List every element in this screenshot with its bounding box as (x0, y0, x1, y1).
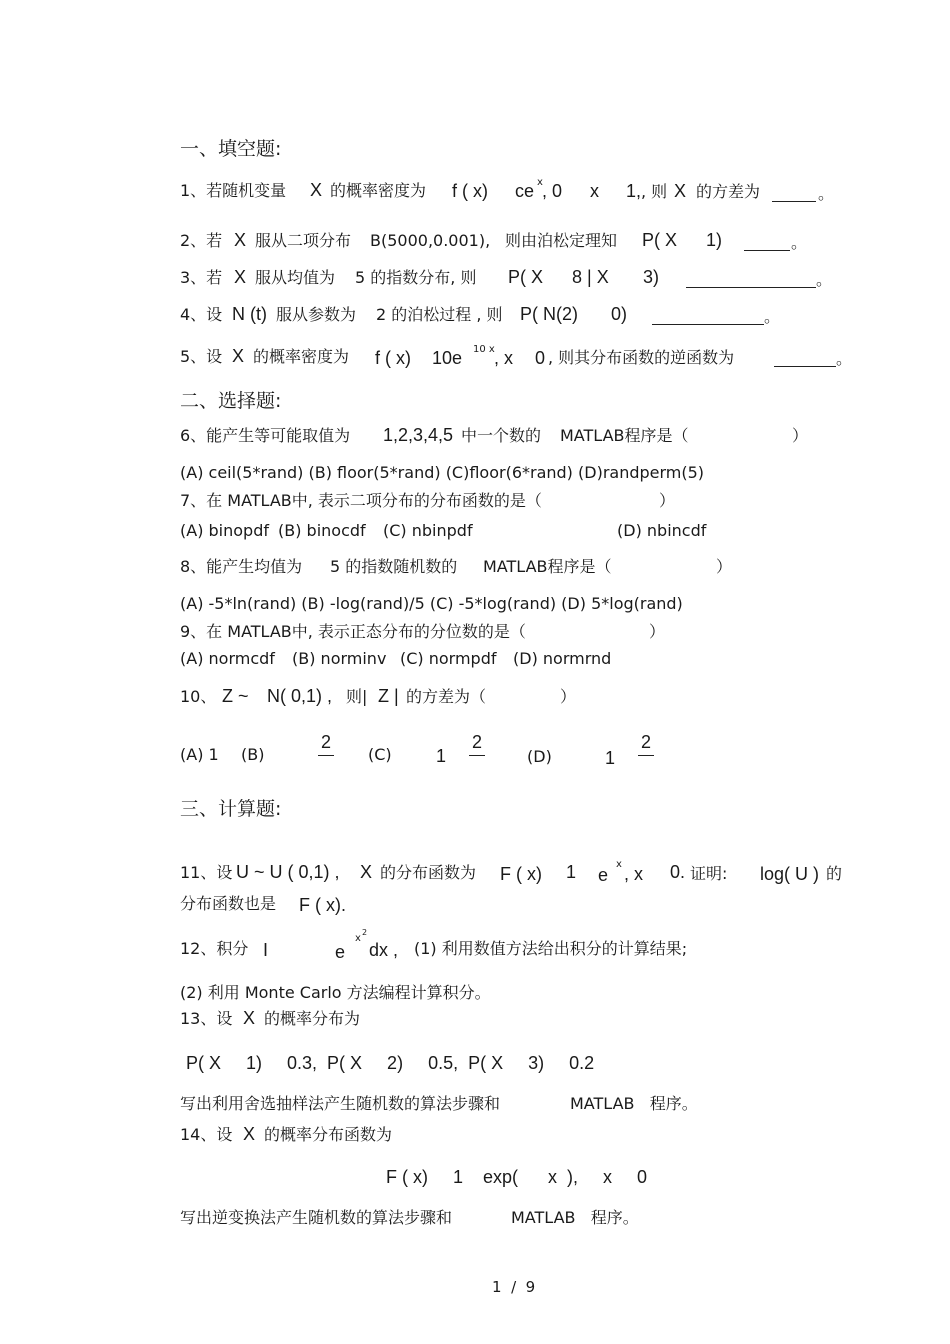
q6-math: 1,2,3,4,5 (383, 425, 454, 445)
q1-text: 的方差为 (696, 182, 761, 201)
q2-text: 服从二项分布 (255, 231, 352, 250)
q2-var: X (234, 230, 247, 250)
q9-option-c: (C) normpdf (400, 649, 497, 668)
fraction-bar (318, 755, 334, 756)
q2-end: 。 (791, 233, 808, 252)
q1-math: ce (515, 181, 535, 201)
q9-text: ） (649, 622, 666, 641)
q13-text: 的概率分布为 (264, 1009, 361, 1028)
q10-math: Z | (378, 686, 399, 706)
q10-text: ） (560, 687, 577, 706)
q9-option-d: (D) normrnd (513, 649, 612, 668)
q8-text: MATLAB程序是（ (483, 557, 612, 576)
q1-end: 。 (818, 184, 835, 203)
q12-math: I (263, 940, 269, 960)
q4-text: 2 的泊松过程 , 则 (376, 305, 503, 324)
q1-math: x (590, 181, 599, 201)
q8-text: 5 的指数随机数的 (330, 557, 458, 576)
section-heading-choice: 二、选择题: (180, 390, 282, 412)
q2-math: P( X (642, 230, 678, 250)
q12-text: (1) 利用数值方法给出积分的计算结果; (414, 939, 688, 958)
q8-text: 8、能产生均值为 (180, 557, 303, 576)
answer-blank (686, 287, 816, 288)
q12-text: (2) 利用 Monte Carlo 方法编程计算积分。 (180, 983, 491, 1002)
fraction-bar (638, 755, 654, 756)
q11-var: X (360, 862, 373, 882)
q10-option-c: (C) (368, 745, 392, 764)
q10-frac-num: 2 (472, 732, 483, 752)
q11-text: 的 (826, 864, 843, 883)
q11-sup: x (616, 859, 622, 870)
q5-math: 0 (535, 348, 546, 368)
q4-text: 4、设 (180, 305, 223, 324)
q14-text: 的概率分布函数为 (264, 1125, 393, 1144)
q10-math: N( 0,1) , (267, 686, 333, 706)
q10-option-a: (A) 1 (180, 745, 219, 764)
q3-math: 8 | X (572, 267, 609, 287)
q3-text: 3、若 (180, 268, 223, 287)
q5-text: 的概率密度为 (253, 347, 350, 366)
q14-text: 14、设 (180, 1125, 233, 1144)
q7-option-d: (D) nbincdf (617, 521, 707, 540)
q11-math: e (598, 865, 609, 885)
q13-text: MATLAB 程序。 (570, 1094, 698, 1113)
q14-text: 写出逆变换法产生随机数的算法步骤和 (180, 1208, 453, 1227)
q2-math: 1) (706, 230, 723, 250)
q5-var: X (232, 346, 245, 366)
q11-text: 11、设 (180, 863, 233, 882)
q11-math: U ~ U ( 0,1) , (236, 862, 340, 882)
q11-text: 证明: (690, 864, 728, 883)
q10-math: 1 (436, 746, 447, 766)
q5-math: f ( x) (375, 348, 411, 368)
section-heading-fill: 一、填空题: (180, 138, 282, 160)
q1-sup: x (537, 177, 543, 188)
q1-text: 的概率密度为 (330, 181, 427, 200)
q10-text: 10、 (180, 687, 217, 706)
q14-formula: F ( x) 1 exp( x ), x 0 (386, 1167, 648, 1187)
q7-option-c: (C) nbinpdf (383, 521, 473, 540)
q13-var: X (243, 1008, 256, 1028)
q13-distribution: P( X 1) 0.3, P( X 2) 0.5, P( X 3) 0.2 (186, 1053, 595, 1073)
q12-sup: x (355, 933, 361, 944)
answer-blank (774, 366, 836, 367)
q11-text: 的分布函数为 (380, 863, 477, 882)
q9-option-b: (B) norminv (292, 649, 387, 668)
page-number: 1 / 9 (492, 1278, 536, 1296)
q6-text: MATLAB程序是（ (560, 426, 689, 445)
q13-text: 13、设 (180, 1009, 233, 1028)
q3-text: 5 的指数分布, 则 (355, 268, 477, 287)
q8-text: ） (716, 557, 733, 576)
q3-end: 。 (816, 270, 833, 289)
q10-option-b: (B) (241, 745, 265, 764)
q5-math: 10e (432, 348, 463, 368)
q11-math: F ( x). (299, 895, 346, 915)
q6-text: ） (792, 426, 809, 445)
q1-math: , 0 (542, 181, 563, 201)
q2-text: 2、若 (180, 231, 223, 250)
q4-end: 。 (764, 307, 781, 326)
q14-text: MATLAB 程序。 (511, 1208, 639, 1227)
q11-math: , x (624, 864, 644, 884)
q6-text: 中一个数的 (461, 426, 542, 445)
q1-text: 1、若随机变量 (180, 181, 287, 200)
q13-text: 写出利用舍选抽样法产生随机数的算法步骤和 (180, 1094, 501, 1113)
q10-frac-num: 2 (321, 732, 332, 752)
q1-math: 1, (626, 181, 642, 201)
q4-math: P( N(2) (520, 304, 578, 324)
q12-math: dx , (369, 940, 399, 960)
answer-blank (652, 324, 764, 325)
q10-frac-num: 2 (641, 732, 652, 752)
q6-text: 6、能产生等可能取值为 (180, 426, 351, 445)
q11-math: 1 (566, 862, 577, 882)
q11-math: F ( x) (500, 864, 542, 884)
q7-text: 7、在 MATLAB中, 表示二项分布的分布函数的是（ (180, 491, 542, 510)
q11-math: log( U ) (760, 864, 820, 884)
q11-math: 0. (670, 862, 686, 882)
q3-var: X (234, 267, 247, 287)
q12-sup: 2 (362, 928, 368, 937)
q3-math: P( X (508, 267, 544, 287)
q10-math: 1 (605, 748, 616, 768)
q2-text: B(5000,0.001), (370, 231, 491, 250)
q10-text: 的方差为（ (406, 687, 487, 706)
answer-blank (772, 201, 816, 202)
section-heading-calc: 三、计算题: (180, 798, 282, 820)
q7-option-b: (B) binocdf (278, 521, 366, 540)
q8-options: (A) -5*ln(rand) (B) -log(rand)/5 (C) -5*log(rand) (D) 5*log(rand) (180, 594, 683, 613)
q1-var: X (674, 181, 687, 201)
fraction-bar (469, 755, 485, 756)
q2-text: 则由泊松定理知 (505, 231, 618, 250)
q7-option-a: (A) binopdf (180, 521, 269, 540)
q1-text: , 则 (641, 182, 668, 201)
answer-blank (744, 250, 790, 251)
q11-text: 分布函数也是 (180, 894, 277, 913)
q9-text: 9、在 MATLAB中, 表示正态分布的分位数的是（ (180, 622, 526, 641)
q10-math: Z ~ (222, 686, 249, 706)
q1-var: X (310, 180, 323, 200)
q10-option-d: (D) (527, 747, 552, 766)
q5-math: , x (494, 348, 514, 368)
q12-math: e (335, 942, 346, 962)
q3-text: 服从均值为 (255, 268, 336, 287)
q1-math: f ( x) (452, 181, 488, 201)
q14-var: X (243, 1124, 256, 1144)
q4-text: 服从参数为 (276, 305, 357, 324)
q4-math: 0) (611, 304, 628, 324)
q5-sup: 10 x (473, 344, 495, 355)
q4-math: N (t) (232, 304, 267, 324)
q5-text: , 则其分布函数的逆函数为 (548, 348, 735, 367)
q7-text: ） (659, 491, 676, 510)
q3-math: 3) (643, 267, 660, 287)
q5-text: 5、设 (180, 347, 223, 366)
q6-options: (A) ceil(5*rand) (B) floor(5*rand) (C)floor(6*rand) (D)randperm(5) (180, 463, 705, 482)
q9-option-a: (A) normcdf (180, 649, 275, 668)
q10-text: 则| (346, 687, 368, 706)
q5-end: 。 (836, 349, 853, 368)
q12-text: 12、积分 (180, 939, 249, 958)
